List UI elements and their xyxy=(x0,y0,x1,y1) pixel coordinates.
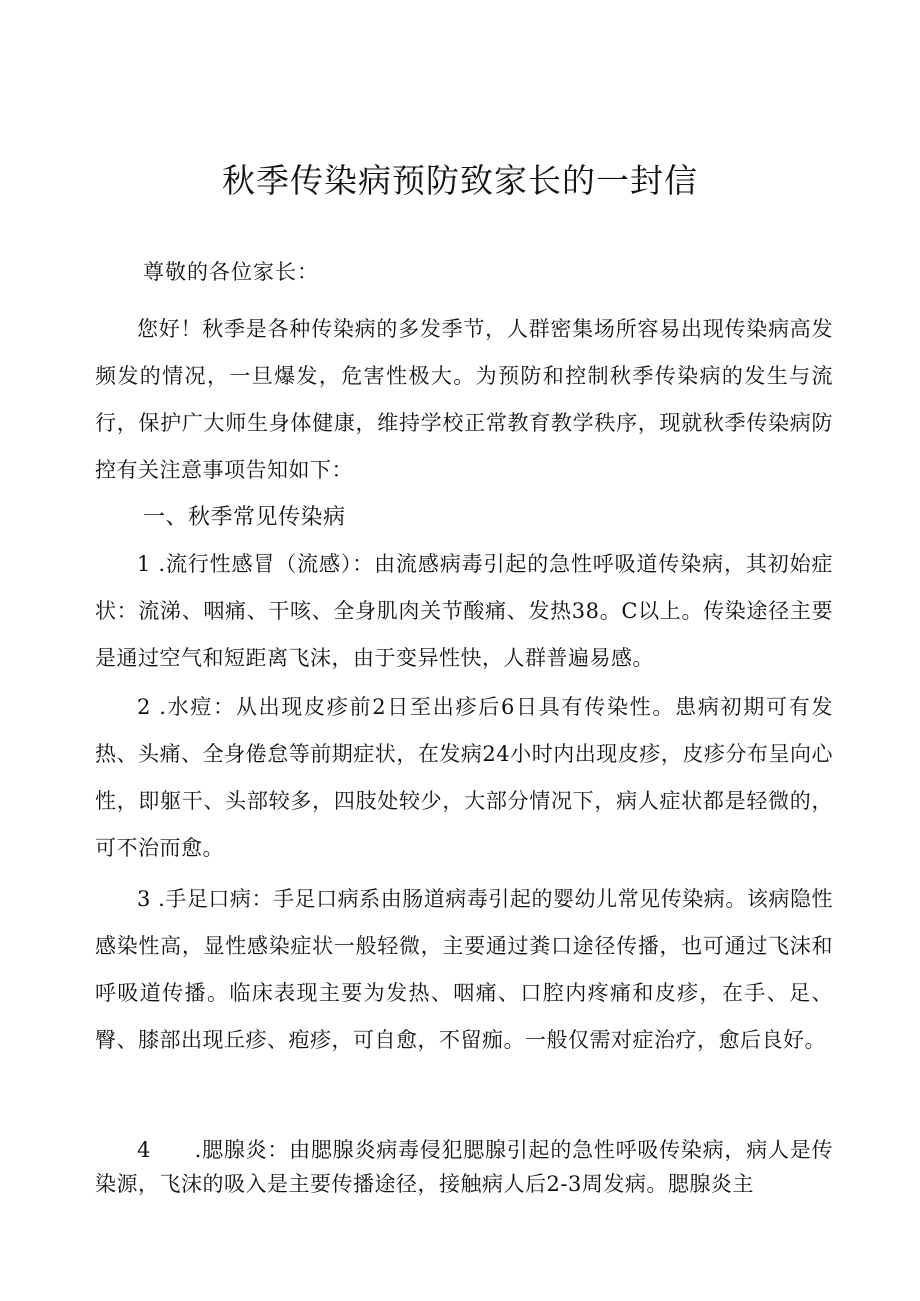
document-title: 秋季传染病预防致家长的一封信 xyxy=(222,161,698,200)
section-heading: 一、秋季常见传染病 xyxy=(143,505,346,530)
item-hand-foot-mouth: 3 .手足口病：手足口病系由肠道病毒引起的婴幼儿常见传染病。该病隐性感染性高，显性感染症状一般轻微，主要通过粪口途径传播，也可通过飞沫和呼吸道传播。临床表现主要为发热、咽痛、口腔内疼痛和皮疹，在手、足、臀、膝部出现丘疹、疱疹，可自愈，不留痂。一般仅需对症治疗，愈后良好。 xyxy=(95,887,833,1052)
salutation: 尊敬的各位家长： xyxy=(143,260,319,284)
intro-paragraph: 您好！秋季是各种传染病的多发季节，人群密集场所容易出现传染病高发频发的情况，一旦爆发，危害性极大。为预防和控制秋季传染病的发生与流行，保护广大师生身体健康，维持学校正常教育教学秩序，现就秋季传染病防控有关注意事项告知如下： xyxy=(95,317,833,482)
item-mumps: 4 .腮腺炎：由腮腺炎病毒侵犯腮腺引起的急性呼吸传染病，病人是传染源，飞沫的吸入是主要传播途径，接触病人后2-3周发病。腮腺炎主 xyxy=(95,1138,833,1196)
item-influenza: 1 .流行性感冒（流感）：由流感病毒引起的急性呼吸道传染病，其初始症状：流涕、咽痛、干咳、全身肌肉关节酸痛、发热38。C以上。传染途径主要是通过空气和短距离飞沫，由于变异性快，人群普遍易感。 xyxy=(95,552,833,670)
item-chickenpox: 2 .水痘：从出现皮疹前2日至出疹后6日具有传染性。患病初期可有发热、头痛、全身倦怠等前期症状，在发病24小时内出现皮疹，皮疹分布呈向心性，即躯干、头部较多，四肢处较少，大部分情况下，病人症状都是轻微的，可不治而愈。 xyxy=(95,695,833,860)
